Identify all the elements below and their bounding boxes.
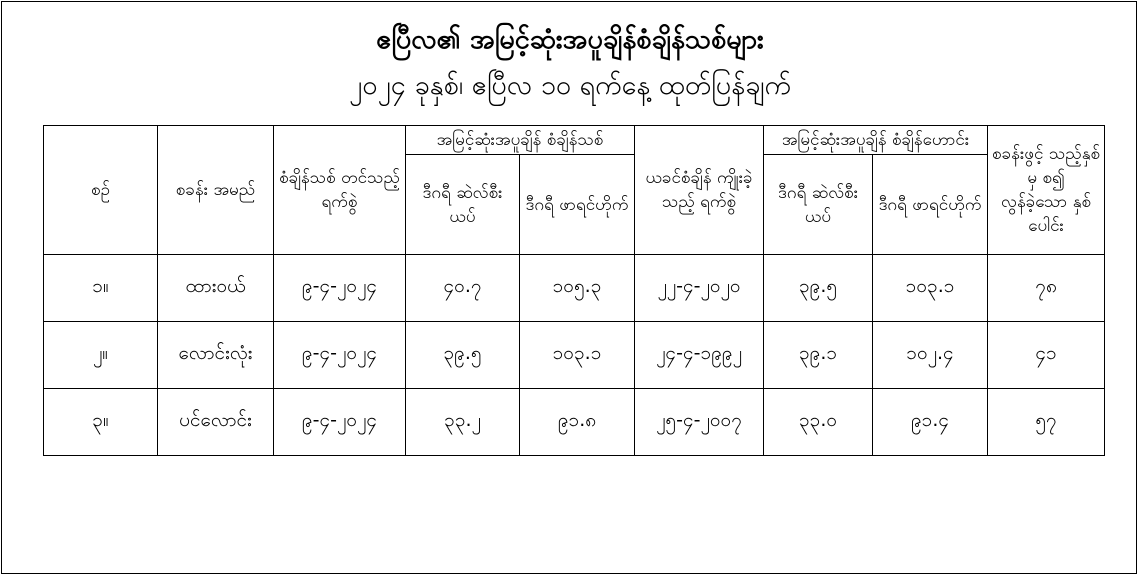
table-row	[44, 322, 1105, 389]
cell-date: ၉-၄-၂၀၂၄	[274, 322, 406, 389]
cell-station: ပင်လောင်း	[158, 389, 274, 456]
cell-new-celsius: ၃၃.၂	[406, 389, 520, 456]
cell-date: ၉-၄-၂၀၂၄	[274, 389, 406, 456]
cell-old-date: ၂၂-၄-၂၀၂၀	[635, 255, 764, 322]
header-record-date: စံချိန်သစ် တင်သည့် ရက်စွဲ	[274, 126, 406, 255]
page-subtitle: ၂၀၂၄ ခုနှစ်၊ ဧပြီလ ၁၀ ရက်နေ့ ထုတ်ပြန်ချက်	[349, 70, 791, 101]
cell-old-celsius: ၃၉.၅	[764, 255, 873, 322]
cell-date: ၉-၄-၂၀၂၄	[274, 255, 406, 322]
records-table	[43, 125, 1105, 456]
page-title: ဧပြီလ၏ အမြင့်ဆုံးအပူချိန်စံချိန်သစ်များ	[376, 24, 764, 55]
header-new-fahrenheit: ဒီဂရီ ဖာရင်ဟိုက်	[520, 155, 635, 255]
cell-old-celsius: ၃၉.၁	[764, 322, 873, 389]
header-new-celsius: ဒီဂရီ ဆဲလ်စီး ယပ်	[406, 155, 520, 255]
cell-years: ၅၇	[988, 389, 1105, 456]
header-no: စဉ်	[44, 126, 158, 255]
cell-years: ၇၈	[988, 255, 1105, 322]
table-row	[44, 389, 1105, 456]
cell-no: ၂။	[44, 322, 158, 389]
header-old-record: အမြင့်ဆုံးအပူချိန် စံချိန်ဟောင်း	[764, 126, 988, 155]
cell-station: ထားဝယ်	[158, 255, 274, 322]
cell-old-celsius: ၃၃.၀	[764, 389, 873, 456]
cell-new-fahrenheit: ၁၀၅.၃	[520, 255, 635, 322]
header-new-record: အမြင့်ဆုံးအပူချိန် စံချိန်သစ်	[406, 126, 635, 155]
cell-old-fahrenheit: ၉၁.၄	[873, 389, 988, 456]
cell-old-fahrenheit: ၁၀၃.၁	[873, 255, 988, 322]
cell-new-fahrenheit: ၉၁.၈	[520, 389, 635, 456]
cell-new-celsius: ၃၉.၅	[406, 322, 520, 389]
cell-old-fahrenheit: ၁၀၂.၄	[873, 322, 988, 389]
cell-station: လောင်းလုံး	[158, 322, 274, 389]
header-old-celsius: ဒီဂရီ ဆဲလ်စီး ယပ်	[764, 155, 873, 255]
header-station: စခန်း အမည်	[158, 126, 274, 255]
cell-no: ၃။	[44, 389, 158, 456]
header-old-fahrenheit: ဒီဂရီ ဖာရင်ဟိုက်	[873, 155, 988, 255]
cell-new-celsius: ၄၀.၇	[406, 255, 520, 322]
table-row	[44, 255, 1105, 322]
cell-old-date: ၂၅-၄-၂၀၀၇	[635, 389, 764, 456]
header-years: စခန်းဖွင့် သည့်နှစ်မှ စ၍ လွန်ခဲ့သော နှစ်ပေါင်း	[988, 126, 1105, 255]
header-old-record-date: ယခင်စံချိန် ကျိုးခဲ့သည့် ရက်စွဲ	[635, 126, 764, 255]
cell-years: ၄၁	[988, 322, 1105, 389]
cell-old-date: ၂၄-၄-၁၉၉၂	[635, 322, 764, 389]
cell-new-fahrenheit: ၁၀၃.၁	[520, 322, 635, 389]
cell-no: ၁။	[44, 255, 158, 322]
